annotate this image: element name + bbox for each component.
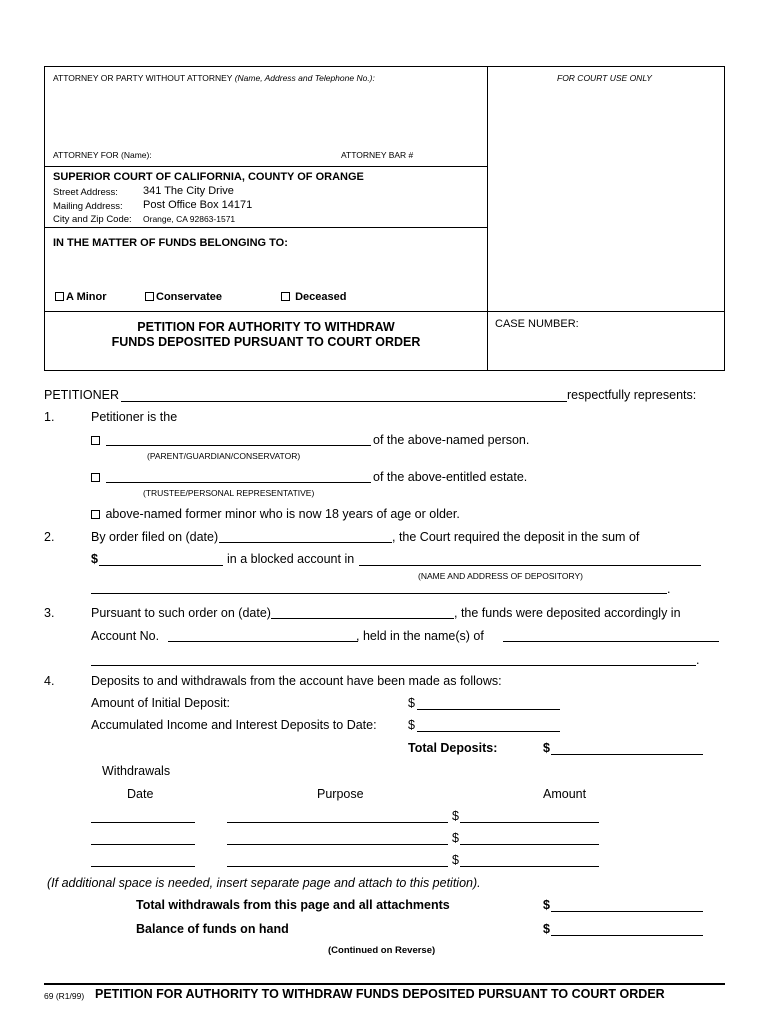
petition-title-2: FUNDS DEPOSITED PURSUANT TO COURT ORDER: [111, 335, 421, 349]
option-conservatee[interactable]: Conservatee: [145, 291, 222, 303]
accumulated-field[interactable]: [417, 731, 560, 732]
withdrawal-dollar-sign: $: [452, 809, 459, 823]
order-date-field[interactable]: [219, 542, 392, 543]
conservatee-checkbox[interactable]: [145, 292, 154, 301]
account-holder-field-2[interactable]: [91, 665, 696, 666]
option-minor[interactable]: A Minor: [55, 291, 107, 303]
attorney-label: ATTORNEY OR PARTY WITHOUT ATTORNEY (Name, Address and Telephone No.):: [53, 73, 375, 83]
held-in-label: , held in the name(s) of: [356, 629, 484, 643]
trustee-checkbox-row[interactable]: [91, 470, 102, 484]
additional-space-note: (If additional space is needed, insert separate page and attach to this petition).: [47, 876, 481, 890]
parent-checkbox[interactable]: [91, 436, 100, 445]
petitioner-name-field[interactable]: [121, 401, 567, 402]
petitioner-is-label: Petitioner is the: [91, 410, 178, 424]
withdrawals-label: Withdrawals: [102, 764, 171, 778]
parent-caption: (PARENT/GUARDIAN/CONSERVATOR): [147, 451, 301, 461]
withdrawal-purpose-field[interactable]: [227, 866, 448, 867]
total-deposits-dollar-sign: $: [543, 741, 550, 755]
withdrawal-amount-field[interactable]: [460, 866, 599, 867]
city-label: City and Zip Code:: [53, 214, 132, 225]
footer-rule: [44, 983, 725, 985]
deceased-checkbox[interactable]: [281, 292, 290, 301]
street-value: 341 The City Drive: [143, 185, 234, 197]
withdrawal-amount-field[interactable]: [460, 844, 599, 845]
court-address-divider: [44, 227, 488, 228]
total-withdrawals-dollar-sign: $: [543, 898, 550, 912]
item-2-number: 2.: [44, 530, 55, 544]
of-estate-label: of the above-entitled estate.: [373, 470, 528, 484]
depository-field-2[interactable]: [91, 593, 667, 594]
withdrawal-purpose-field[interactable]: [227, 822, 448, 823]
parent-checkbox-row[interactable]: [91, 433, 102, 447]
case-number-label: CASE NUMBER:: [495, 318, 579, 330]
withdrawal-date-field[interactable]: [91, 822, 195, 823]
petition-title-divider: [44, 311, 725, 312]
street-label: Street Address:: [53, 187, 118, 198]
attorney-bar-label: ATTORNEY BAR #: [341, 150, 414, 160]
account-holder-field[interactable]: [503, 641, 719, 642]
account-no-field[interactable]: [168, 641, 358, 642]
initial-dollar-sign: $: [408, 696, 415, 710]
depository-field[interactable]: [359, 565, 701, 566]
court-use-label: FOR COURT USE ONLY: [557, 73, 652, 83]
account-holder-period: .: [696, 653, 700, 667]
initial-deposit-label: Amount of Initial Deposit:: [91, 696, 230, 710]
attorney-for-label: ATTORNEY FOR (Name):: [53, 150, 152, 160]
withdrawal-dollar-sign: $: [452, 853, 459, 867]
form-number: 69 (R1/99): [44, 991, 85, 1001]
total-withdrawals-field[interactable]: [551, 911, 703, 912]
petition-title-1: PETITION FOR AUTHORITY TO WITHDRAW: [137, 320, 395, 334]
item-4-number: 4.: [44, 674, 55, 688]
court-required-label: , the Court required the deposit in the sum of: [392, 530, 640, 544]
deposit-date-field[interactable]: [271, 618, 454, 619]
withdrawal-date-field[interactable]: [91, 844, 195, 845]
withdrawal-date-field[interactable]: [91, 866, 195, 867]
balance-label: Balance of funds on hand: [136, 922, 289, 936]
mailing-label: Mailing Address:: [53, 201, 123, 212]
former-minor-row[interactable]: above-named former minor who is now 18 years of age or older.: [91, 507, 460, 521]
accumulated-label: Accumulated Income and Interest Deposits to Date:: [91, 718, 377, 732]
blocked-account-label: in a blocked account in: [227, 552, 355, 566]
trustee-field[interactable]: [106, 482, 371, 483]
total-withdrawals-label: Total withdrawals from this page and all attachments: [136, 898, 450, 912]
withdrawal-dollar-sign: $: [452, 831, 459, 845]
amount-column-header: Amount: [543, 787, 587, 801]
accumulated-dollar-sign: $: [408, 718, 415, 732]
continued-note: (Continued on Reverse): [328, 945, 436, 956]
purpose-column-header: Purpose: [317, 787, 364, 801]
option-deceased[interactable]: Deceased: [281, 291, 346, 303]
item-1-number: 1.: [44, 410, 55, 424]
parent-field[interactable]: [106, 445, 371, 446]
withdrawal-amount-field[interactable]: [460, 822, 599, 823]
respectfully-label: respectfully represents:: [567, 388, 697, 402]
deposit-amount-field[interactable]: [99, 565, 223, 566]
petitioner-label: PETITIONER: [44, 388, 120, 402]
total-deposits-field[interactable]: [551, 754, 703, 755]
mailing-value: Post Office Box 14171: [143, 199, 253, 211]
minor-checkbox[interactable]: [55, 292, 64, 301]
date-column-header: Date: [127, 787, 154, 801]
city-value: Orange, CA 92863-1571: [143, 214, 236, 224]
deposit-dollar-sign: $: [91, 552, 98, 566]
total-deposits-label: Total Deposits:: [408, 741, 498, 755]
matter-title: IN THE MATTER OF FUNDS BELONGING TO:: [53, 237, 288, 249]
depository-caption: (NAME AND ADDRESS OF DEPOSITORY): [418, 571, 583, 581]
deposits-intro: Deposits to and withdrawals from the account have been made as follows:: [91, 674, 502, 688]
court-divider: [44, 166, 488, 167]
balance-dollar-sign: $: [543, 922, 550, 936]
by-order-label: By order filed on (date): [91, 530, 219, 544]
court-name: SUPERIOR COURT OF CALIFORNIA, COUNTY OF ORANGE: [53, 171, 364, 183]
pursuant-label: Pursuant to such order on (date): [91, 606, 271, 620]
former-minor-checkbox[interactable]: [91, 510, 100, 519]
of-person-label: of the above-named person.: [373, 433, 530, 447]
footer-title: PETITION FOR AUTHORITY TO WITHDRAW FUNDS DEPOSITED PURSUANT TO COURT ORDER: [95, 987, 665, 1001]
trustee-caption: (TRUSTEE/PERSONAL REPRESENTATIVE): [143, 488, 315, 498]
withdrawal-purpose-field[interactable]: [227, 844, 448, 845]
balance-field[interactable]: [551, 935, 703, 936]
deposited-label: , the funds were deposited accordingly in: [454, 606, 681, 620]
item-3-number: 3.: [44, 606, 55, 620]
initial-deposit-field[interactable]: [417, 709, 560, 710]
account-no-label: Account No.: [91, 629, 160, 643]
depository-period: .: [667, 582, 671, 596]
trustee-checkbox[interactable]: [91, 473, 100, 482]
